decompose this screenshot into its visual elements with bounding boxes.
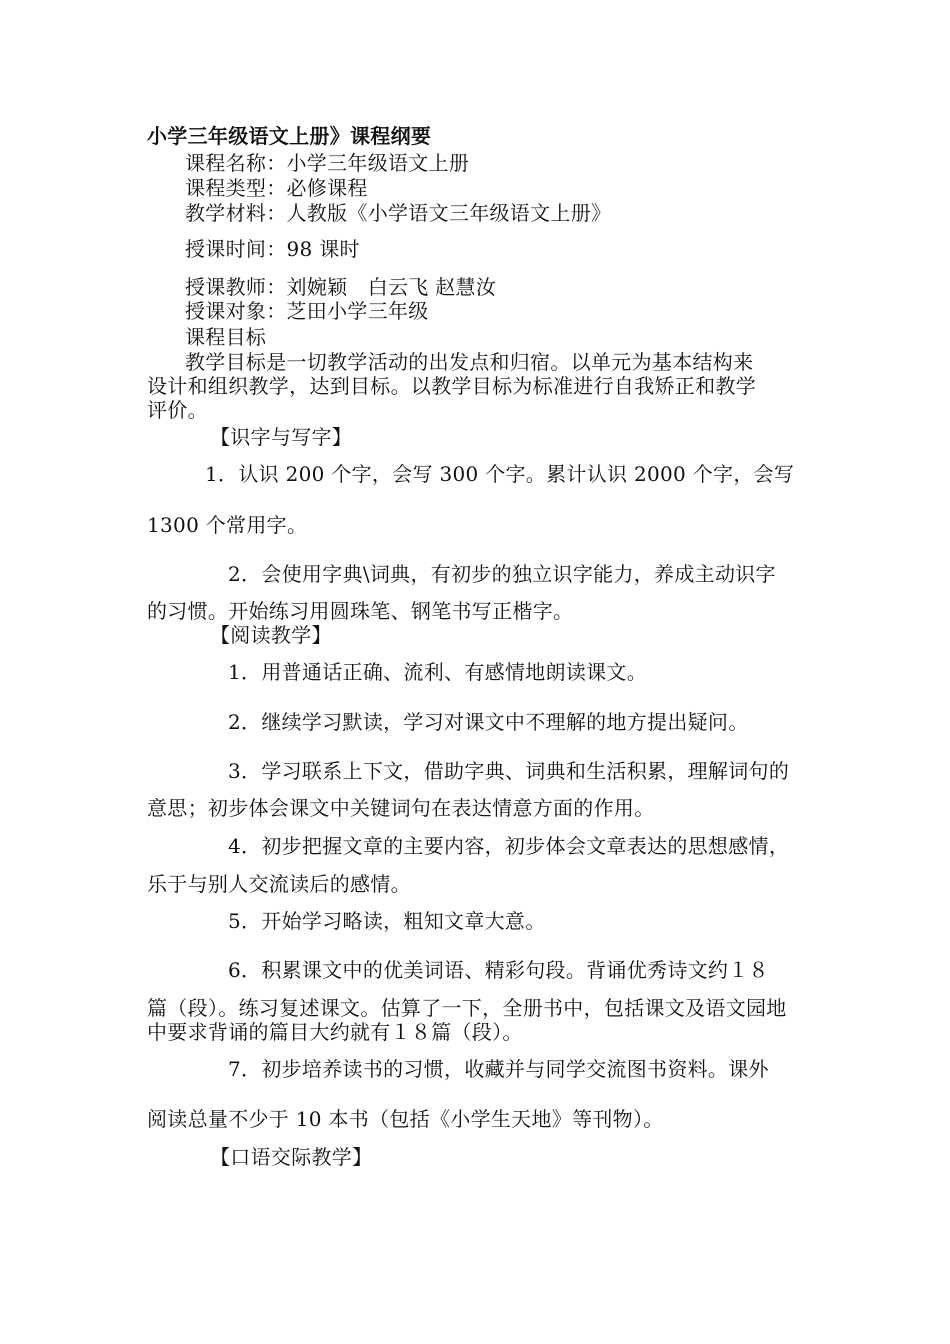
reading-item-7a: 7．初步培养读书的习惯，收藏并与同学交流图书资料。课外 bbox=[228, 1057, 769, 1081]
reading-item-6a: 6．积累课文中的优美词语、精彩句段。背诵优秀诗文约１８ bbox=[228, 958, 769, 982]
intro-line-3: 评价。 bbox=[147, 398, 208, 422]
reading-item-3b: 意思；初步体会课文中关键词句在表达情意方面的作用。 bbox=[147, 796, 655, 820]
reading-item-4a: 4．初步把握文章的主要内容，初步体会文章表达的思想感情， bbox=[228, 834, 790, 858]
reading-item-2: 2．继续学习默读，学习对课文中不理解的地方提出疑问。 bbox=[228, 710, 749, 734]
course-teachers: 授课教师：刘婉颖 白云飞 赵慧汝 bbox=[185, 275, 497, 299]
reading-item-7b: 阅读总量不少于 10 本书（包括《小学生天地》等刊物）。 bbox=[147, 1107, 664, 1131]
course-materials: 教学材料：人教版《小学语文三年级语文上册》 bbox=[185, 201, 612, 225]
reading-item-3a: 3．学习联系上下文，借助字典、词典和生活积累，理解词句的 bbox=[228, 759, 790, 783]
goals-heading: 课程目标 bbox=[185, 325, 267, 349]
reading-item-5: 5．开始学习略读，粗知文章大意。 bbox=[228, 909, 546, 933]
literacy-item-1b: 1300 个常用字。 bbox=[147, 513, 308, 537]
literacy-item-2b: 的习惯。开始练习用圆珠笔、钢笔书写正楷字。 bbox=[147, 599, 574, 623]
course-name: 课程名称：小学三年级语文上册 bbox=[185, 151, 470, 175]
intro-line-1: 教学目标是一切教学活动的出发点和归宿。以单元为基本结构来 bbox=[185, 350, 754, 374]
section-heading-oral: 【口语交际教学】 bbox=[210, 1145, 373, 1169]
reading-item-6b: 篇（段）。练习复述课文。估算了一下，全册书中，包括课文及语文园地 bbox=[147, 996, 787, 1020]
course-hours: 授课时间：98 课时 bbox=[185, 237, 360, 261]
course-type: 课程类型：必修课程 bbox=[185, 176, 368, 200]
reading-item-1: 1．用普通话正确、流利、有感情地朗读课文。 bbox=[228, 660, 648, 684]
literacy-item-2a: 2．会使用字典\词典，有初步的独立识字能力，养成主动识字 bbox=[228, 562, 776, 586]
literacy-item-1a: 1．认识 200 个字，会写 300 个字。累计认识 2000 个字，会写 bbox=[205, 462, 795, 486]
reading-item-6c: 中要求背诵的篇目大约就有１８篇（段）。 bbox=[147, 1020, 523, 1044]
reading-item-4b: 乐于与别人交流读后的感情。 bbox=[147, 872, 411, 896]
section-heading-reading: 【阅读教学】 bbox=[210, 623, 332, 647]
document-title: 小学三年级语文上册》课程纲要 bbox=[147, 124, 432, 148]
section-heading-literacy: 【识字与写字】 bbox=[210, 425, 353, 449]
course-audience: 授课对象：芝田小学三年级 bbox=[185, 299, 429, 323]
intro-line-2: 设计和组织教学，达到目标。以教学目标为标准进行自我矫正和教学 bbox=[147, 374, 756, 398]
